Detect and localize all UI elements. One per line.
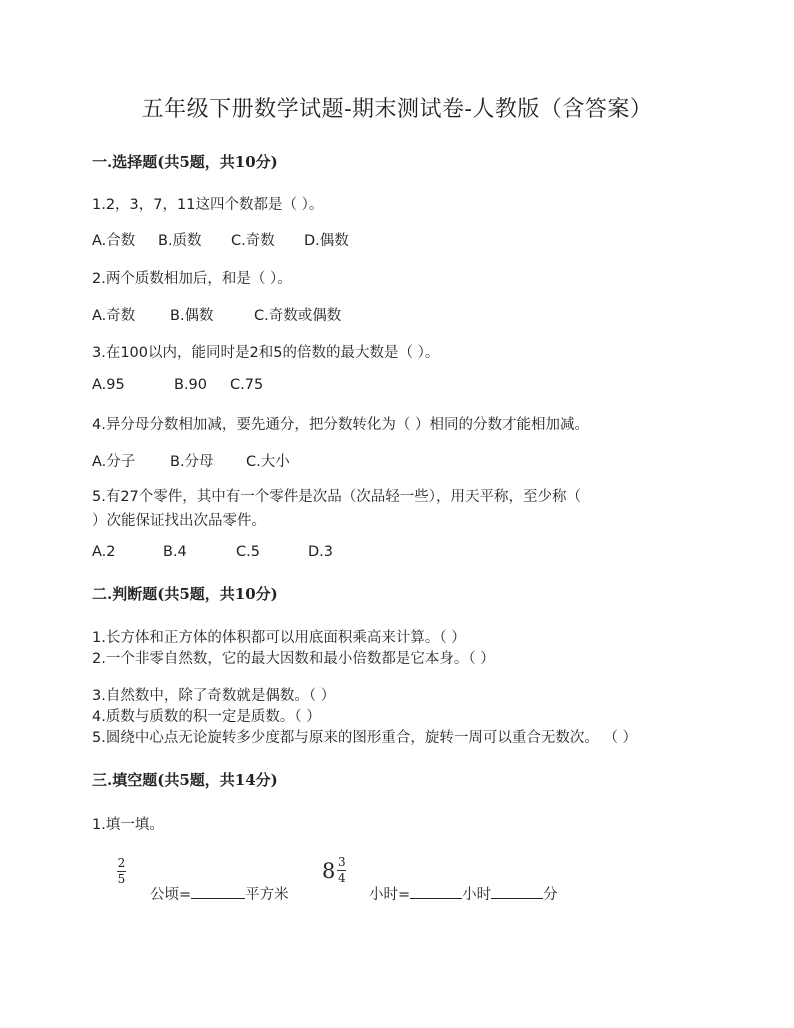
judgement-item-2: 2.一个非零自然数，它的最大因数和最小倍数都是它本身。（ ）: [92, 651, 495, 667]
question-1: 1.2，3，7，11这四个数都是（ ）。: [92, 197, 324, 213]
answer-blank-minutes[interactable]: [491, 884, 543, 899]
unit-hectare: 公顷=: [150, 887, 192, 903]
mixed-number-eight-three-quarters: [322, 856, 346, 885]
question-4: 4.异分母分数相加减，要先通分，把分数转化为（ ）相同的分数才能相加减。: [92, 417, 589, 433]
judgement-item-5: 5.圆绕中心点无论旋转多少度都与原来的图形重合，旋转一周可以重合无数次。 （ ）: [92, 730, 638, 746]
fraction-two-fifths: [117, 857, 126, 886]
mixed-fraction: [337, 856, 346, 885]
unit-minute: 分: [543, 887, 558, 903]
answer-blank-hours[interactable]: [410, 884, 462, 899]
option-b: B.4: [163, 544, 187, 560]
option-d: D.3: [308, 544, 333, 560]
option-a: A.95: [92, 377, 125, 393]
fraction-denominator: 5: [117, 872, 126, 886]
option-b: B.偶数: [170, 308, 214, 324]
mixed-whole: 8: [322, 858, 336, 883]
question-5-line-1: 5.有27个零件，其中有一个零件是次品（次品轻一些），用天平称，至少称（: [92, 489, 582, 505]
answer-blank-square-meters[interactable]: [191, 884, 245, 899]
fill-item-1: [150, 883, 289, 904]
fill-question-1: 1.填一填。: [92, 817, 164, 833]
option-c: C.奇数或偶数: [254, 308, 342, 324]
judgement-item-3: 3.自然数中，除了奇数就是偶数。（ ）: [92, 688, 336, 704]
section-heading-fill-blank: 三.填空题(共5题，共14分): [92, 771, 278, 789]
question-3-options: [92, 377, 263, 393]
question-1-options: [92, 229, 349, 250]
section-heading-choice: 一.选择题(共5题，共10分): [92, 153, 278, 171]
unit-square-meter: 平方米: [245, 887, 289, 903]
fraction-denominator: 4: [338, 871, 346, 885]
question-3: 3.在100以内，能同时是2和5的倍数的最大数是（ ）。: [92, 345, 440, 361]
option-a: A.分子: [92, 454, 136, 470]
option-b: B.90: [174, 377, 208, 393]
option-c: C.75: [230, 377, 264, 393]
section-heading-judgement: 二.判断题(共5题，共10分): [92, 585, 278, 603]
judgement-item-1: 1.长方体和正方体的体积都可以用底面积乘高来计算。（ ）: [92, 630, 466, 646]
page-title: 五年级下册数学试题-期末测试卷-人教版（含答案）: [141, 97, 653, 122]
fraction-numerator: 3: [338, 855, 346, 869]
fill-item-2: [369, 883, 558, 904]
judgement-item-4: 4.质数与质数的积一定是质数。（ ）: [92, 709, 321, 725]
option-c: C.5: [236, 544, 260, 560]
unit-hour-eq: 小时=: [369, 887, 411, 903]
fraction-numerator: 2: [117, 856, 126, 870]
option-c: C.奇数: [231, 233, 275, 249]
option-a: A.2: [92, 544, 116, 560]
question-2: 2.两个质数相加后，和是（ ）。: [92, 271, 292, 287]
option-a: A.奇数: [92, 308, 136, 324]
option-d: D.偶数: [304, 233, 349, 249]
option-a: A.合数: [92, 233, 136, 249]
option-b: B.质数: [158, 233, 202, 249]
unit-hour: 小时: [462, 887, 492, 903]
question-5-line-2: ）次能保证找出次品零件。: [92, 513, 266, 529]
option-b: B.分母: [170, 454, 214, 470]
option-c: C.大小: [246, 454, 290, 470]
question-4-options: [92, 450, 290, 471]
question-5-options: [92, 544, 333, 560]
question-2-options: [92, 304, 341, 325]
